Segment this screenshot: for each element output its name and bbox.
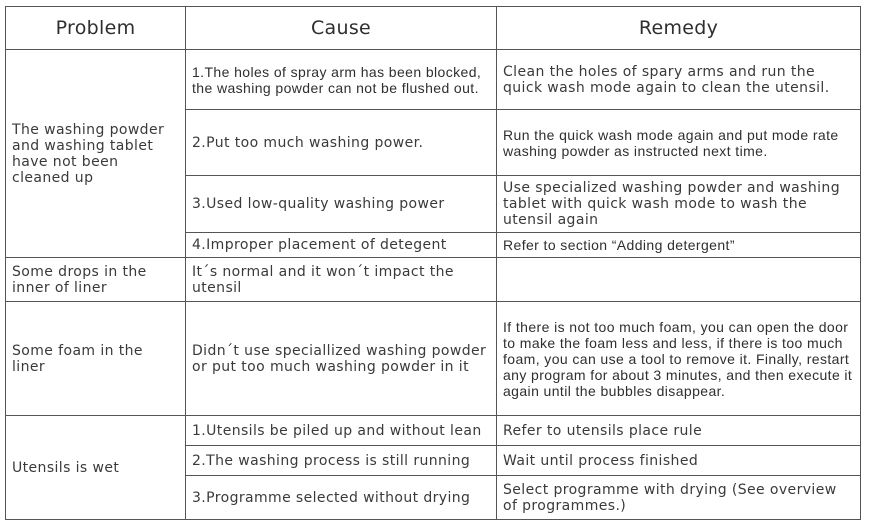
cause-cell: Didn´t use speciallized washing powder or put too much washing powder in it	[186, 302, 497, 416]
cause-cell: 2.The washing process is still running	[186, 446, 497, 476]
remedy-cell: Clean the holes of spary arms and run the quick wash mode again to clean the utensil.	[497, 50, 861, 110]
remedy-cell: Wait until process finished	[497, 446, 861, 476]
remedy-cell: Run the quick wash mode again and put mode rate washing powder as instructed next time.	[497, 110, 861, 176]
problem-cell: Utensils is wet	[6, 416, 186, 520]
table-row	[6, 258, 861, 302]
header-remedy: Remedy	[497, 7, 861, 50]
remedy-cell: Refer to section “Adding detergent”	[497, 233, 861, 258]
problem-cell: Some drops in the inner of liner	[6, 258, 186, 302]
header-row	[6, 7, 861, 50]
header-problem: Problem	[6, 7, 186, 50]
cause-cell: It´s normal and it won´t impact the utensil	[186, 258, 497, 302]
cause-cell: 2.Put too much washing power.	[186, 110, 497, 176]
problem-cell: The washing powder and washing tablet have not been cleaned up	[6, 50, 186, 258]
remedy-cell	[497, 258, 861, 302]
cause-cell: 1.Utensils be piled up and without lean	[186, 416, 497, 446]
remedy-cell: Select programme with drying (See overview of programmes.)	[497, 476, 861, 520]
remedy-cell: Use specialized washing powder and washing tablet with quick wash mode to wash the utensil again	[497, 176, 861, 233]
header-cause: Cause	[186, 7, 497, 50]
table-row	[6, 50, 861, 110]
remedy-cell: If there is not too much foam, you can open the door to make the foam less and less, if there is too much foam, you can use a tool to remove it. Finally, restart any program for about 3 minutes, and then execute it again until the bubbles disappear.	[497, 302, 861, 416]
cause-cell: 4.Improper placement of detegent	[186, 233, 497, 258]
table-row	[6, 302, 861, 416]
troubleshooting-table	[5, 6, 861, 520]
cause-cell: 1.The holes of spray arm has been blocked, the washing powder can not be flushed out.	[186, 50, 497, 110]
remedy-cell: Refer to utensils place rule	[497, 416, 861, 446]
cause-cell: 3.Programme selected without drying	[186, 476, 497, 520]
table-row	[6, 416, 861, 446]
problem-cell: Some foam in the liner	[6, 302, 186, 416]
cause-cell: 3.Used low-quality washing power	[186, 176, 497, 233]
